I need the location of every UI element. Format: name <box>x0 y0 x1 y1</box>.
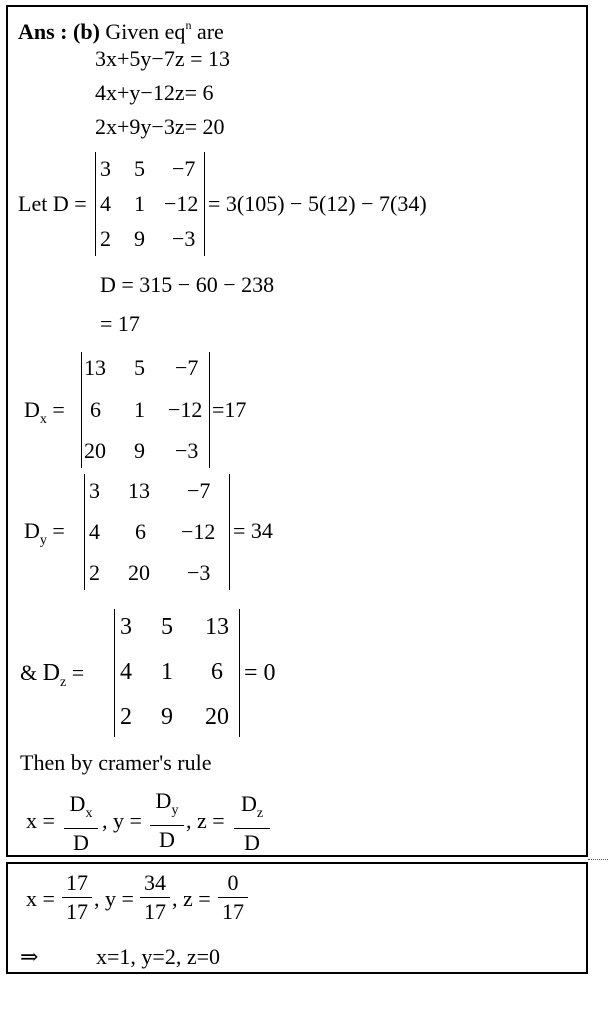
cramer-z-label: , z = <box>186 808 225 833</box>
det-dx-cell: 5 <box>134 355 145 380</box>
cramer-z-den: D <box>244 830 260 855</box>
det-dz-letter: D <box>42 660 60 686</box>
det-d-cell: 3 <box>100 156 111 181</box>
det-d-cell: −3 <box>172 226 196 251</box>
solution-box-final <box>6 862 588 974</box>
equation-1: 3x+5y−7z = 13 <box>95 46 230 71</box>
det-dx-cell: 6 <box>90 397 101 422</box>
answer-header <box>18 12 224 45</box>
det-d-cell: −7 <box>172 156 196 181</box>
det-dy-cell: 4 <box>89 519 100 544</box>
det-dx-cell: 13 <box>84 355 106 380</box>
det-dx-result: =17 <box>212 397 247 422</box>
cramer-z-fraction <box>234 791 270 856</box>
det-dy-cell: −3 <box>187 560 211 585</box>
cramer-x-fraction <box>64 791 98 856</box>
answer-given: Given eq <box>99 19 186 44</box>
det-dx-eq: = <box>52 397 65 422</box>
det-dz-cell: 3 <box>120 614 132 640</box>
equation-2: 4x+y−12z= 6 <box>95 80 214 105</box>
cramer-y-fraction <box>150 788 184 853</box>
det-dy-eq: = <box>52 518 65 543</box>
solution-z-label: , z = <box>172 886 211 911</box>
det-dy-result: = 34 <box>233 518 273 543</box>
det-dz-cell: 2 <box>120 704 132 730</box>
implies-arrow: ⇒ <box>20 944 39 969</box>
det-dy-cell: 13 <box>128 478 150 503</box>
solution-y-label: , y = <box>94 886 134 911</box>
det-dx-sub: x <box>39 412 47 427</box>
det-dz-amp: & <box>20 660 38 685</box>
det-dy-letter: D <box>24 518 40 543</box>
det-dx-cell: −7 <box>175 355 199 380</box>
cramer-y-label: , y = <box>102 808 142 833</box>
solution-x-num: 17 <box>66 870 88 895</box>
solution-x-den: 17 <box>66 899 88 924</box>
det-dz-cell: 13 <box>205 614 229 640</box>
det-dy-sub: y <box>39 533 47 548</box>
cramer-text: Then by cramer's rule <box>20 750 212 775</box>
det-d-cell: −12 <box>164 191 199 216</box>
det-dz-eq: = <box>71 660 85 685</box>
answer-prefix: Ans : <box>18 19 74 44</box>
det-d-cell: 4 <box>100 191 111 216</box>
cramer-x-num: D <box>69 791 86 816</box>
final-answer: x=1, y=2, z=0 <box>96 944 220 969</box>
answer-are: are <box>191 19 224 44</box>
det-d-cell: 1 <box>134 191 145 216</box>
det-d-label: Let D = <box>18 191 87 216</box>
det-dz-cell: 4 <box>120 659 132 685</box>
det-dz-matrix <box>114 609 240 737</box>
det-d-cell: 2 <box>100 226 111 251</box>
cramer-y-num: D <box>155 788 172 813</box>
det-dz-cell: 5 <box>161 614 173 640</box>
det-d-cell: 9 <box>134 226 145 251</box>
solution-x-label: x = <box>26 886 55 911</box>
det-dx-matrix <box>81 352 210 468</box>
solution-z-num: 0 <box>227 870 239 895</box>
det-dy-cell: 20 <box>128 560 150 585</box>
cramer-z-num: D <box>240 791 257 816</box>
det-dz-cell: 9 <box>161 704 173 730</box>
det-d-expansion: = 3(105) − 5(12) − 7(34) <box>208 191 427 216</box>
solution-y-den: 17 <box>144 899 166 924</box>
cramer-x-sub: x <box>85 806 93 821</box>
equation-3: 2x+9y−3z= 20 <box>95 114 225 139</box>
det-d-matrix <box>95 152 205 256</box>
solution-z-fraction <box>218 870 248 925</box>
det-dy-cell: 2 <box>89 560 100 585</box>
det-dz-label <box>20 660 84 696</box>
det-d-step1: D = 315 − 60 − 238 <box>100 272 275 297</box>
cramer-y-sub: y <box>171 803 179 818</box>
det-dx-cell: 9 <box>134 438 145 463</box>
solution-y-num: 34 <box>144 870 166 895</box>
det-dy-cell: 3 <box>89 478 100 503</box>
solution-y-fraction <box>140 870 170 925</box>
det-dx-label <box>24 397 65 433</box>
det-dz-cell: 20 <box>205 704 229 730</box>
det-dx-cell: 20 <box>84 438 106 463</box>
det-dx-cell: −3 <box>175 438 199 463</box>
det-dy-cell: −7 <box>187 478 211 503</box>
solution-x-fraction <box>62 870 92 925</box>
det-dz-sub: z <box>59 675 67 690</box>
det-dy-matrix <box>84 474 230 590</box>
det-dy-cell: −12 <box>181 519 216 544</box>
solution-z-den: 17 <box>222 899 244 924</box>
cramer-x-den: D <box>73 830 89 855</box>
dotted-divider <box>588 859 608 860</box>
answer-sup: n <box>185 18 192 32</box>
det-dz-cell: 1 <box>161 659 173 685</box>
det-dy-cell: 6 <box>135 519 146 544</box>
det-d-step2: = 17 <box>100 311 140 336</box>
answer-option: (b) <box>73 19 100 44</box>
det-d-cell: 5 <box>134 156 145 181</box>
det-dx-letter: D <box>24 397 40 422</box>
det-dz-result: = 0 <box>244 660 276 686</box>
cramer-x-label: x = <box>26 808 55 833</box>
det-dy-label <box>24 518 65 554</box>
det-dz-cell: 6 <box>211 659 223 685</box>
det-dx-cell: −12 <box>168 397 203 422</box>
cramer-z-sub: z <box>256 806 264 821</box>
cramer-y-den: D <box>159 827 175 852</box>
det-dx-cell: 1 <box>134 397 145 422</box>
